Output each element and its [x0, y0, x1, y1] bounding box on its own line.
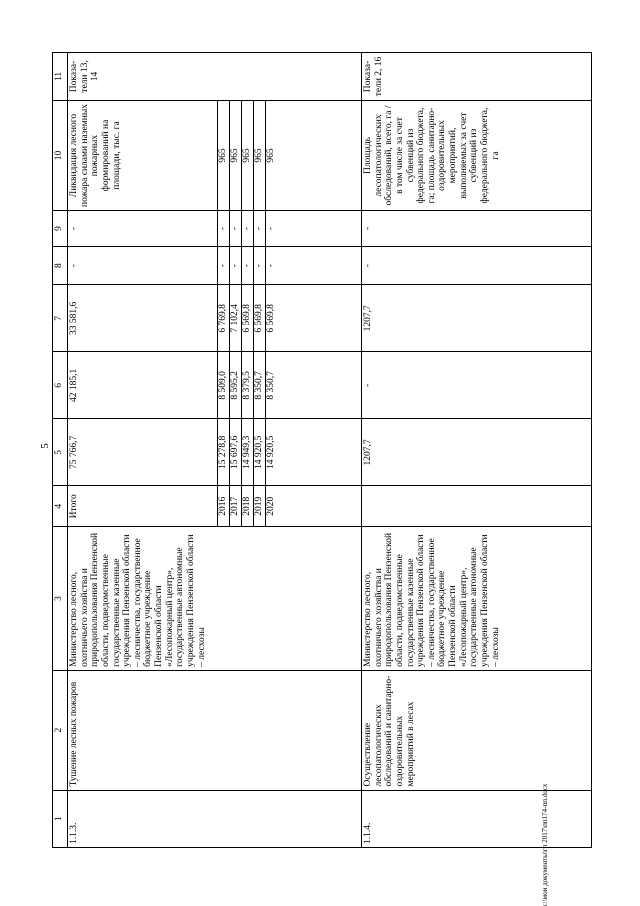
- federal-budget: 7 102,4: [230, 285, 242, 352]
- total-funding: 14 949,3: [242, 419, 254, 486]
- year-cell: 2016: [218, 486, 230, 527]
- col-header-5: 5: [53, 419, 68, 486]
- rotated-table-wrapper: [52, 52, 592, 848]
- other-sources: -: [362, 211, 592, 247]
- regional-budget: 8 595,2: [230, 352, 242, 419]
- local-budget: -: [254, 246, 266, 284]
- local-budget: -: [266, 246, 362, 284]
- col-header-11: 11: [53, 53, 68, 101]
- executor-text: Министерство лесного, охотничьего хозяйства и природопользования Пензенской области, подведомственные государственные казенные учреждения Пензенской области – лесничества, государственное бюджетное учреждение Пензенской области «Лесопожарный центр», государственные автономные учреждения Пензенской области – лесхозы: [68, 527, 362, 671]
- row-number: 1.1.3.: [68, 790, 362, 847]
- year-cell: Итого: [68, 486, 218, 527]
- indicator-value: 965: [230, 100, 242, 210]
- regional-budget: 8 509,0: [218, 352, 230, 419]
- indicator-reference: Показа-тели 13, 14: [68, 53, 362, 101]
- year-cell: 2018: [242, 486, 254, 527]
- footer-file-path: c:\мои документы\гп 2017\пп174-пп.docx: [541, 783, 549, 906]
- indicator-reference: Показа-тели 2, 16: [362, 53, 592, 101]
- year-cell: 2017: [230, 486, 242, 527]
- col-header-4: 4: [53, 486, 68, 527]
- executor-text: Министерство лесного, охотничьего хозяйства и природопользования Пензенской области, подведомственные государственные казенные учреждения Пензенской области – лесничества, государственное бюджетное учреждение Пензенской области «Лесопожарный центр», государственные автономные учреждения Пензенской области – лесхозы: [362, 527, 592, 671]
- activity-name: Тушение лесных пожаров: [68, 670, 362, 790]
- regional-budget: -: [362, 352, 592, 419]
- indicator-value: 965: [254, 100, 266, 210]
- total-funding: 15 697,6: [230, 419, 242, 486]
- indicator-name: Площадь лесопатологических обследований, всего, га / в том числе за счет субвенций из федерального бюджета, га; площадь санитарно-оздоровительных мероприятий, выполняемых за счет субвенций из федерального бюджета, га: [362, 100, 592, 210]
- federal-budget: 6 569,8: [242, 285, 254, 352]
- local-budget: -: [218, 246, 230, 284]
- regional-budget: 42 185,1: [68, 352, 218, 419]
- other-sources: -: [230, 211, 242, 247]
- total-funding: 14 920,5: [254, 419, 266, 486]
- local-budget: -: [362, 246, 592, 284]
- indicator-value: 965: [242, 100, 254, 210]
- local-budget: -: [68, 246, 218, 284]
- federal-budget: 6 769,8: [218, 285, 230, 352]
- other-sources: -: [68, 211, 218, 247]
- col-header-3: 3: [53, 527, 68, 671]
- indicator-value: 965: [266, 100, 362, 210]
- total-funding: 15 278,8: [218, 419, 230, 486]
- column-number-row: [53, 53, 68, 848]
- col-header-10: 10: [53, 100, 68, 210]
- col-header-6: 6: [53, 352, 68, 419]
- federal-budget: 33 581,6: [68, 285, 218, 352]
- col-header-1: 1: [53, 790, 68, 847]
- col-header-9: 9: [53, 211, 68, 247]
- program-table: [52, 52, 592, 848]
- regional-budget: 8 379,5: [242, 352, 254, 419]
- col-header-8: 8: [53, 246, 68, 284]
- table-row-1-1-3-total: [68, 53, 218, 848]
- other-sources: -: [218, 211, 230, 247]
- year-cell: 2019: [254, 486, 266, 527]
- other-sources: -: [254, 211, 266, 247]
- other-sources: -: [266, 211, 362, 247]
- other-sources: -: [242, 211, 254, 247]
- total-funding: 14 920,5: [266, 419, 362, 486]
- col-header-2: 2: [53, 670, 68, 790]
- regional-budget: 8 350,7: [254, 352, 266, 419]
- regional-budget: 8 350,7: [266, 352, 362, 419]
- indicator-value: 965: [218, 100, 230, 210]
- federal-budget: 1207,7: [362, 285, 592, 352]
- local-budget: -: [230, 246, 242, 284]
- total-funding: 75 766,7: [68, 419, 218, 486]
- col-header-7: 7: [53, 285, 68, 352]
- year-cell: 2020: [266, 486, 362, 527]
- total-funding: 1207,7: [362, 419, 592, 486]
- indicator-name: Ликвидация лесного пожара силами наземных пожарных формирований на площади, тыс. га: [68, 100, 218, 210]
- page-number: 5: [38, 443, 51, 449]
- activity-name: Осуществление лесопатологических обследований и санитарно-оздоровительных мероприятий в лесах: [362, 670, 592, 790]
- year-cell: [362, 486, 592, 527]
- row-number: 1.1.4.: [362, 790, 592, 847]
- table-row-1-1-4: [362, 53, 592, 848]
- federal-budget: 6 569,8: [266, 285, 362, 352]
- federal-budget: 6 569,8: [254, 285, 266, 352]
- local-budget: -: [242, 246, 254, 284]
